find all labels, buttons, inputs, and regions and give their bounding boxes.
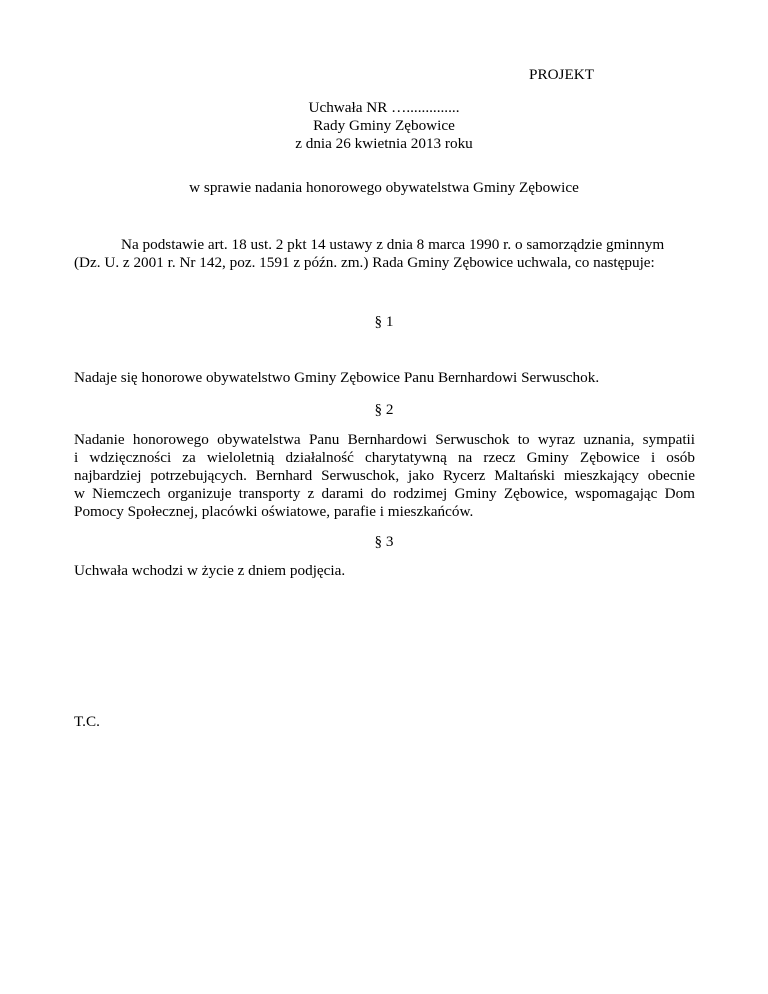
section-1-heading: § 1 — [374, 313, 394, 330]
resolution-header — [74, 99, 694, 153]
section-2-heading: § 2 — [374, 401, 394, 418]
section-2-line-3: najbardziej potrzebujących. Bernhard Serwuschok, jako Rycerz Maltański mieszkający obecnie — [74, 467, 695, 484]
resolution-number: Uchwała NR ….............. — [308, 99, 460, 116]
legal-basis-line-2: (Dz. U. z 2001 r. Nr 142, poz. 1591 z późn. zm.) Rada Gminy Zębowice uchwala, co następuje: — [74, 254, 655, 271]
section-1-text: Nadaje się honorowe obywatelstwo Gminy Zębowice Panu Bernhardowi Serwuschok. — [74, 369, 600, 386]
section-3-heading: § 3 — [374, 533, 394, 550]
section-2-line-5: Pomocy Społecznej, placówki oświatowe, parafie i mieszkańców. — [74, 503, 474, 520]
resolution-date: z dnia 26 kwietnia 2013 roku — [295, 135, 473, 152]
resolution-subject: w sprawie nadania honorowego obywatelstwa Gminy Zębowice — [189, 179, 579, 196]
author-initials: T.C. — [74, 713, 100, 730]
section-2-line-1: Nadanie honorowego obywatelstwa Panu Bernhardowi Serwuschok to wyraz uznania, sympatii — [74, 431, 695, 448]
council-name: Rady Gminy Zębowice — [313, 117, 455, 134]
legal-basis-line-1: Na podstawie art. 18 ust. 2 pkt 14 ustawy z dnia 8 marca 1990 r. o samorządzie gminnym — [121, 236, 665, 253]
section-2-line-2: i wdzięczności za wieloletnią działalność charytatywną na rzecz Gminy Zębowice i osób — [74, 449, 695, 466]
section-2-line-4: w Niemczech organizuje transporty z darami do rodzimej Gminy Zębowice, wspomagając Dom — [74, 485, 695, 502]
section-3-text: Uchwała wchodzi w życie z dniem podjęcia. — [74, 562, 346, 579]
status-label: PROJEKT — [529, 66, 594, 83]
